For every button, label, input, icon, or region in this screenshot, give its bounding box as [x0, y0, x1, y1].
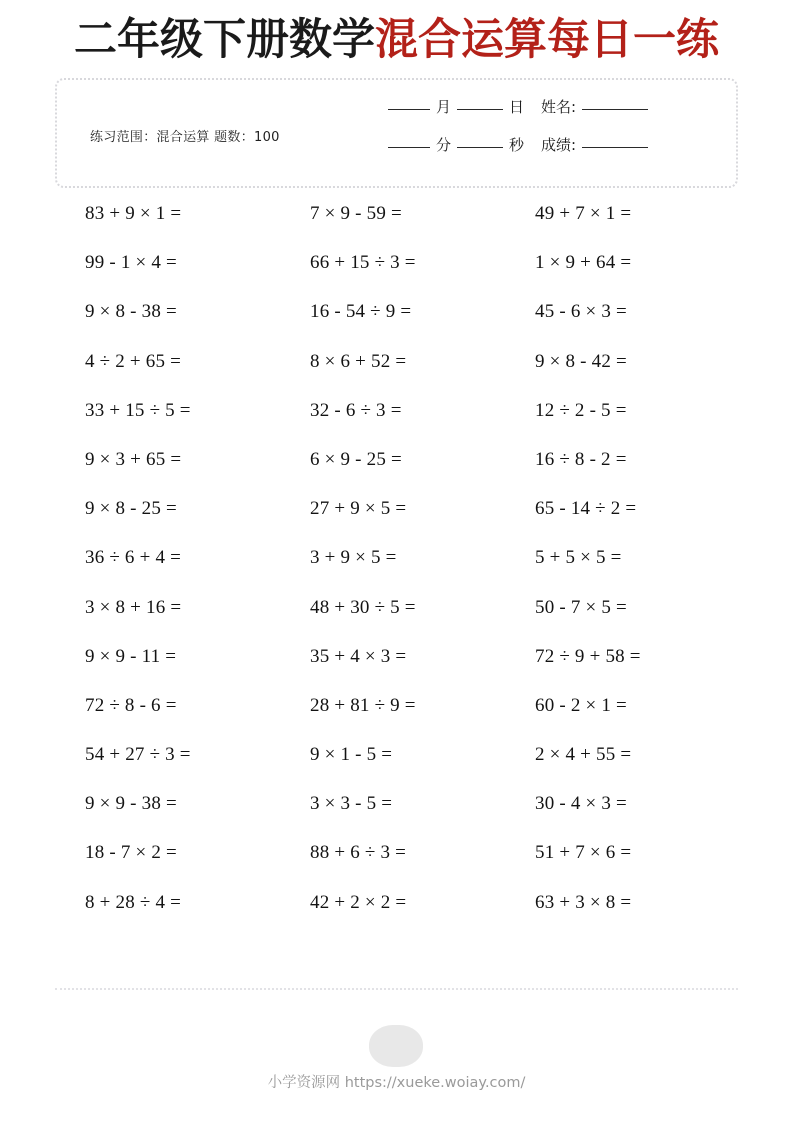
page-title: [0, 14, 793, 66]
problem-item[interactable]: 9 × 8 - 25 =: [85, 498, 177, 520]
problem-item[interactable]: 7 × 9 - 59 =: [310, 203, 402, 224]
minute-blank-line[interactable]: [388, 147, 430, 148]
problem-item[interactable]: 72 ÷ 9 + 58 =: [535, 645, 641, 667]
problem-item[interactable]: 9 × 8 - 42 =: [535, 350, 627, 372]
second-label: 秒: [509, 136, 525, 154]
footer-divider: [55, 988, 738, 990]
practice-scope-text: 练习范围：混合运算 题数：100: [90, 130, 280, 145]
problem-item[interactable]: 8 × 6 + 52 =: [310, 350, 407, 372]
problem-item[interactable]: 8 + 28 ÷ 4 =: [85, 891, 182, 913]
problem-item[interactable]: 51 + 7 × 6 =: [535, 842, 632, 864]
problem-item[interactable]: 54 + 27 ÷ 3 =: [85, 744, 191, 766]
problem-item[interactable]: 36 ÷ 6 + 4 =: [85, 547, 182, 569]
problem-item[interactable]: 30 - 4 × 3 =: [535, 793, 627, 815]
problem-item[interactable]: 42 + 2 × 2 =: [310, 891, 407, 913]
problem-item[interactable]: 72 ÷ 8 - 6 =: [85, 694, 177, 716]
problem-row: [0, 744, 793, 793]
date-row: [384, 96, 714, 134]
problem-item[interactable]: 63 + 3 × 8 =: [535, 891, 632, 913]
problem-row: [0, 351, 793, 400]
problem-row: [0, 597, 793, 646]
page-title-black: 二年级下册数学: [74, 15, 375, 65]
problem-item[interactable]: 3 + 9 × 5 =: [310, 547, 397, 569]
problem-item[interactable]: 3 × 8 + 16 =: [85, 596, 182, 618]
problem-item[interactable]: 60 - 2 × 1 =: [535, 694, 627, 716]
problem-item[interactable]: 50 - 7 × 5 =: [535, 596, 627, 618]
problem-item[interactable]: 6 × 9 - 25 =: [310, 448, 402, 470]
footer-watermark: 小学资源网 https://xueke.woiay.com/: [267, 1075, 526, 1091]
score-label: 成绩:: [541, 136, 577, 154]
problem-item[interactable]: 88 + 6 ÷ 3 =: [310, 842, 407, 864]
problem-item[interactable]: 9 × 1 - 5 =: [310, 744, 393, 766]
problem-item[interactable]: 2 × 4 + 55 =: [535, 744, 632, 766]
footer-logo-shape: [369, 1025, 423, 1067]
name-blank-line[interactable]: [582, 109, 648, 110]
problem-item[interactable]: 66 + 15 ÷ 3 =: [310, 252, 416, 274]
problem-item[interactable]: 4 ÷ 2 + 65 =: [85, 350, 182, 372]
problem-row: [0, 842, 793, 891]
problem-item[interactable]: 16 ÷ 8 - 2 =: [535, 448, 627, 470]
problem-item[interactable]: 65 - 14 ÷ 2 =: [535, 498, 637, 520]
page-title-red: 混合运算每日一练: [375, 15, 719, 65]
day-label: 日: [509, 98, 525, 116]
problem-item[interactable]: 5 + 5 × 5 =: [535, 547, 622, 569]
problem-item[interactable]: 12 ÷ 2 - 5 =: [535, 399, 627, 421]
minute-label: 分: [436, 136, 452, 154]
problem-item[interactable]: 49 + 7 × 1 =: [535, 203, 632, 224]
month-blank-line[interactable]: [388, 109, 430, 110]
worksheet-info-box: [55, 78, 738, 188]
problem-item[interactable]: 32 - 6 ÷ 3 =: [310, 399, 402, 421]
problem-item[interactable]: 35 + 4 × 3 =: [310, 645, 407, 667]
problem-item[interactable]: 9 × 3 + 65 =: [85, 448, 182, 470]
problem-item[interactable]: 16 - 54 ÷ 9 =: [310, 301, 412, 323]
problem-row: [0, 892, 793, 941]
problem-item[interactable]: 48 + 30 ÷ 5 =: [310, 596, 416, 618]
problem-row: [0, 203, 793, 252]
name-label: 姓名:: [541, 98, 577, 116]
problem-row: [0, 301, 793, 350]
day-blank-line[interactable]: [457, 109, 503, 110]
problem-item[interactable]: 99 - 1 × 4 =: [85, 252, 177, 274]
problem-item[interactable]: 18 - 7 × 2 =: [85, 842, 177, 864]
problem-item[interactable]: 33 + 15 ÷ 5 =: [85, 399, 191, 421]
problem-item[interactable]: 83 + 9 × 1 =: [85, 203, 182, 224]
second-blank-line[interactable]: [457, 147, 503, 148]
problem-item[interactable]: 9 × 9 - 38 =: [85, 793, 177, 815]
problem-row: [0, 695, 793, 744]
problem-item[interactable]: 3 × 3 - 5 =: [310, 793, 393, 815]
student-fields: [384, 96, 714, 172]
problem-item[interactable]: 9 × 9 - 11 =: [85, 645, 177, 667]
problem-item[interactable]: 1 × 9 + 64 =: [535, 252, 632, 274]
problem-item[interactable]: 27 + 9 × 5 =: [310, 498, 407, 520]
problem-row: [0, 646, 793, 695]
problems-grid: [0, 203, 793, 941]
score-blank-line[interactable]: [582, 147, 648, 148]
problem-item[interactable]: 28 + 81 ÷ 9 =: [310, 694, 416, 716]
problem-row: [0, 400, 793, 449]
problem-row: [0, 498, 793, 547]
problem-row: [0, 252, 793, 301]
problem-item[interactable]: 45 - 6 × 3 =: [535, 301, 627, 323]
problem-row: [0, 449, 793, 498]
problem-row: [0, 793, 793, 842]
month-label: 月: [436, 98, 452, 116]
problem-row: [0, 547, 793, 596]
problem-item[interactable]: 9 × 8 - 38 =: [85, 301, 177, 323]
time-row: [384, 134, 714, 172]
